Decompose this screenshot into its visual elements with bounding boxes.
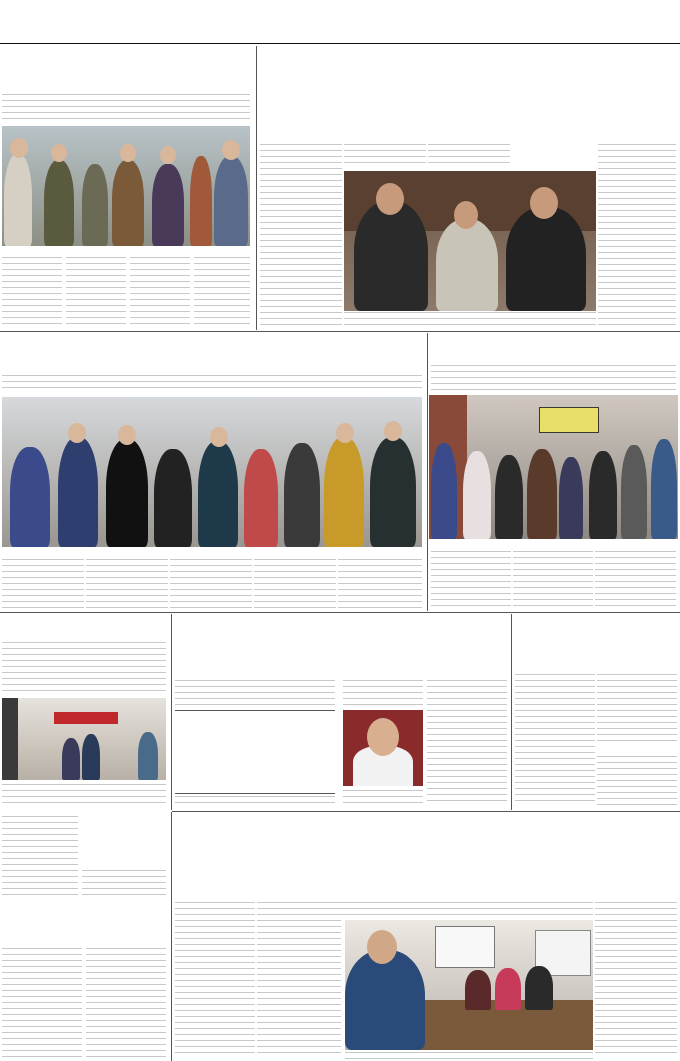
text-column [254,559,336,609]
text-column [595,902,677,1058]
text-column [344,144,426,168]
text-column [2,257,62,327]
section-rule [0,331,680,332]
text-column [338,559,422,609]
story-exam-protest [0,333,426,611]
story-road-accident [0,812,170,902]
text-column [2,948,82,1058]
text-column [2,784,166,808]
text-column [343,680,423,706]
photo-awareness-rally [429,395,678,539]
headline [80,816,168,866]
text-column [257,902,593,918]
photo-student-protest [2,397,422,547]
section-rule [0,612,680,613]
text-column [597,674,677,744]
photo-police-inspection [2,126,250,246]
text-column [175,902,255,1058]
column-divider [171,812,172,1061]
office-sign [54,712,118,724]
text-column [2,94,250,122]
column-divider [427,333,428,611]
text-column [598,144,676,326]
text-column [428,144,510,168]
photo-workshop-session [345,920,593,1050]
text-column [66,257,126,327]
story-amu-workshop [173,812,680,1061]
text-column [86,948,166,1058]
story-online-courses [513,614,680,810]
headline [2,906,168,946]
story-murder-case [0,904,170,1061]
story-voters-day [429,333,680,611]
text-column [170,559,252,609]
text-column [86,559,168,609]
text-column [130,257,190,327]
text-column [427,680,507,806]
story-sp-congress [173,614,510,810]
rally-banner [539,407,599,433]
text-column [194,257,250,327]
column-divider [171,614,172,810]
masthead-logo [560,2,675,40]
photo-condolence-meeting [344,171,596,311]
text-column [597,756,677,806]
masthead [0,0,680,44]
photo-cinema-office [2,698,166,780]
headline [513,616,678,668]
text-column [2,642,166,694]
text-column [82,870,166,900]
text-column [175,796,335,808]
story-child-body [0,46,254,330]
text-column [260,144,342,326]
story-muawiya [258,46,680,330]
text-column [431,551,511,609]
column-divider [511,614,512,810]
text-column [513,551,593,609]
story-pathaan [0,614,170,810]
text-column [2,375,422,393]
photo-minister-portrait [343,710,423,786]
text-column [257,920,341,1058]
masthead-rule [0,43,680,44]
text-column [515,674,595,806]
text-column [343,790,423,808]
pull-quote [175,710,335,794]
column-divider [256,46,257,330]
text-column [345,1052,593,1060]
text-column [344,312,596,328]
pull-quote-text [175,711,335,793]
text-column [175,680,335,706]
text-column [2,559,84,609]
text-column [595,551,676,609]
text-column [2,816,78,900]
text-column [431,365,676,391]
